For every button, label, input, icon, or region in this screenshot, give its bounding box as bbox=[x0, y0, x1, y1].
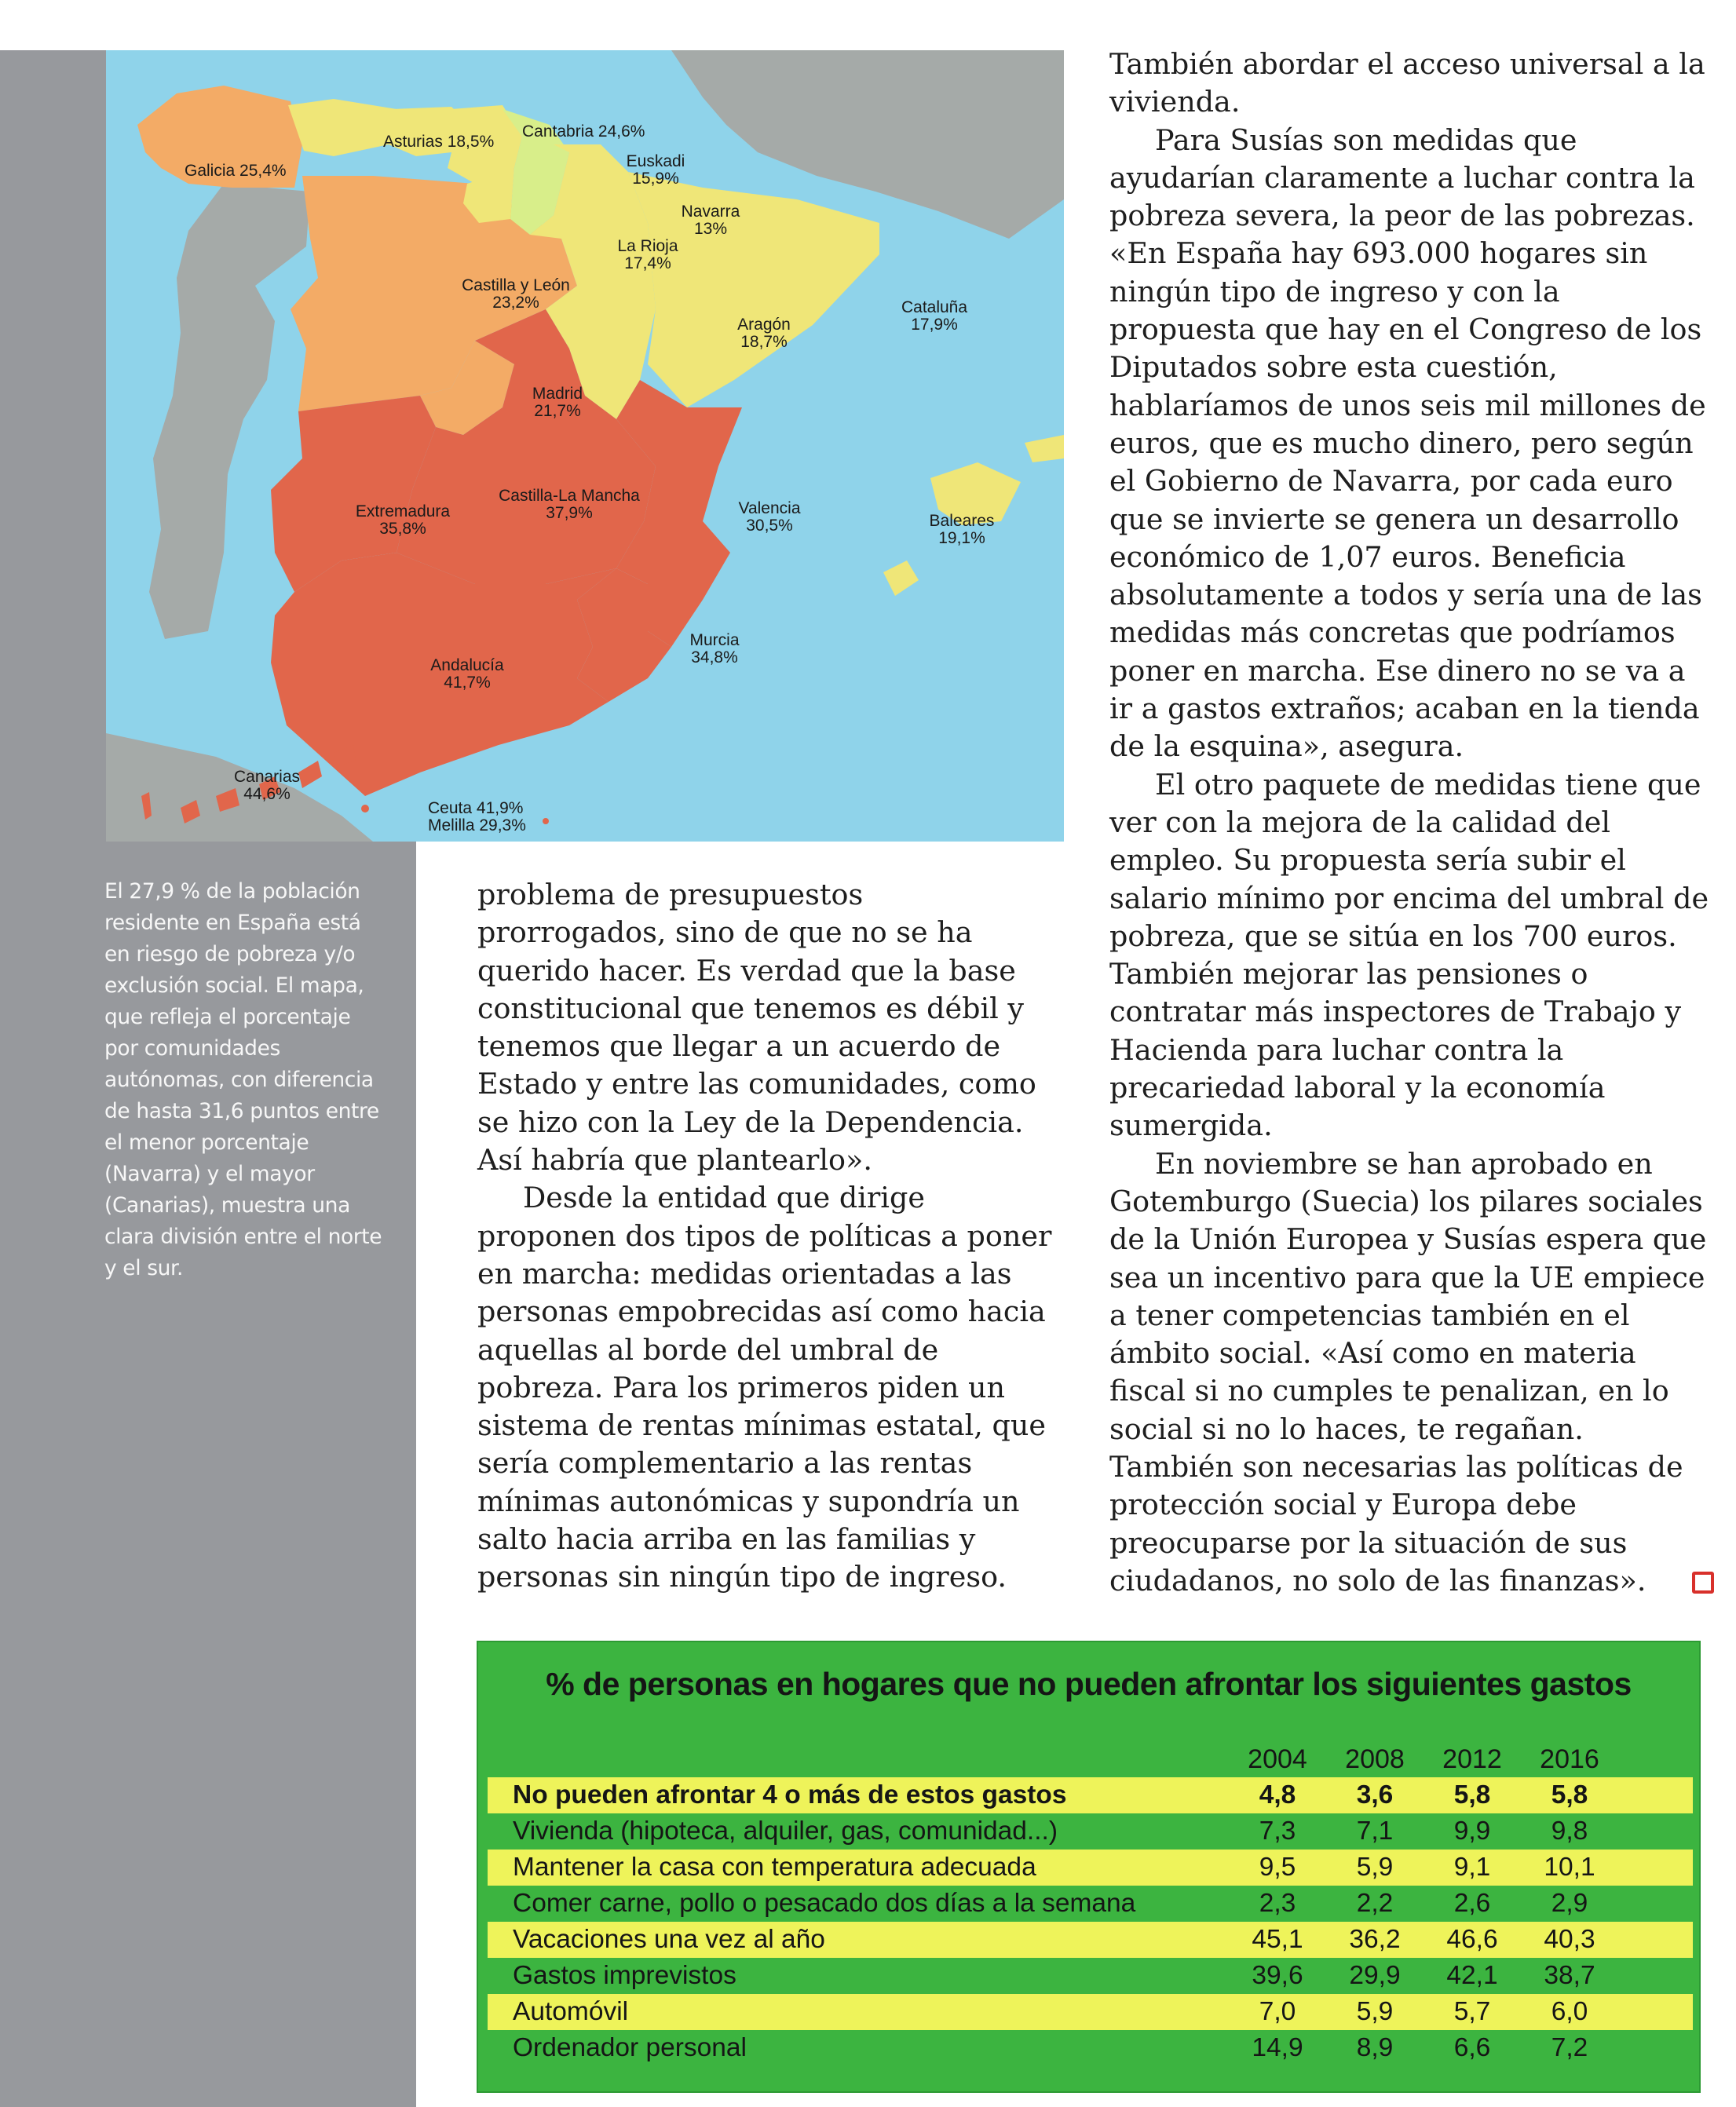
label-aragon-value: 18,7% bbox=[740, 333, 788, 351]
label-valencia bbox=[739, 499, 801, 535]
row-value: 9,1 bbox=[1453, 1853, 1491, 1882]
label-andalucia-value: 41,7% bbox=[444, 674, 491, 692]
label-canarias-name: Canarias bbox=[233, 768, 301, 786]
row-value: 38,7 bbox=[1544, 1961, 1595, 1990]
table-row bbox=[488, 1958, 1693, 1994]
row-value: 7,2 bbox=[1551, 2033, 1588, 2062]
paragraph-text: En noviembre se han aprobado en Gotemburgo (Suecia) los pilares sociales de la Unión Europea y Susías espera que sea un incentivo para que la UE empiece a tener competencias también en el ámbito social. «Así como en materia fiscal si no cumples te penalizan, en lo social si no lo haces, te regañan. También son necesarias las políticas de protección social y Europa debe preocuparse por la situación de sus ciudadanos, no solo de las finanzas». bbox=[1109, 1146, 1707, 1598]
row-value: 9,8 bbox=[1551, 1817, 1588, 1846]
label-asturias bbox=[383, 133, 494, 151]
label-asturias-name: Asturias bbox=[383, 133, 443, 151]
label-melilla bbox=[428, 816, 526, 834]
label-castilla-la-mancha-name: Castilla-La Mancha bbox=[499, 487, 640, 505]
row-value: 39,6 bbox=[1252, 1961, 1303, 1990]
row-value: 5,9 bbox=[1356, 1853, 1394, 1882]
label-cataluna bbox=[901, 298, 967, 334]
label-asturias-value: 18,5% bbox=[447, 133, 495, 151]
article-column-middle bbox=[477, 876, 1058, 1597]
year-header: 2016 bbox=[1540, 1744, 1599, 1774]
row-value: 5,8 bbox=[1453, 1780, 1491, 1809]
label-la-rioja-name: La Rioja bbox=[617, 237, 678, 255]
label-castilla-la-mancha-value: 37,9% bbox=[546, 504, 593, 522]
row-value: 8,9 bbox=[1356, 2033, 1394, 2062]
label-navarra-value: 13% bbox=[693, 220, 728, 238]
row-value: 4,8 bbox=[1259, 1780, 1296, 1809]
table-row bbox=[488, 1813, 1693, 1850]
row-value: 2,6 bbox=[1453, 1889, 1491, 1918]
label-canarias-value: 44,6% bbox=[243, 785, 291, 803]
table-title: % de personas en hogares que no pueden afrontar los siguientes gastos bbox=[546, 1666, 1632, 1702]
label-murcia bbox=[689, 631, 739, 666]
row-value: 2,2 bbox=[1356, 1889, 1394, 1918]
label-cantabria bbox=[522, 122, 645, 141]
label-navarra-name: Navarra bbox=[681, 203, 740, 221]
label-la-rioja bbox=[617, 237, 678, 272]
table-header-row bbox=[478, 1744, 1699, 1776]
label-valencia-name: Valencia bbox=[738, 499, 801, 517]
label-extremadura-value: 35,8% bbox=[379, 520, 426, 538]
row-value: 5,8 bbox=[1551, 1780, 1588, 1809]
row-value: 42,1 bbox=[1446, 1961, 1498, 1990]
table-row bbox=[488, 1994, 1693, 2030]
row-label: Automóvil bbox=[513, 1997, 629, 2026]
label-baleares-value: 19,1% bbox=[938, 529, 985, 547]
paragraph: Para Susías son medidas que ayudarían claramente a luchar contra la pobreza severa, la peor de las pobrezas. «En España hay 693.000 hogares sin ningún tipo de ingreso y con la propuesta que hay en el Congreso de los Diputados sobre esta cuestión, hablaríamos de unos seis mil millones de euros, que es mucho dinero, pero según el Gobierno de Navarra, por cada euro que se invierte se genera un desarrollo económico de 1,07 euros. Beneficia absolutamente a todos y sería una de las medidas más concretas que podríamos poner en marcha. Ese dinero no se va a ir a gastos extraños; acaban en la tienda de la esquina», asegura. bbox=[1109, 122, 1706, 764]
label-cataluna-name: Cataluña bbox=[901, 298, 968, 316]
label-euskadi-name: Euskadi bbox=[626, 152, 685, 170]
label-murcia-value: 34,8% bbox=[691, 648, 738, 666]
spain-poverty-map bbox=[106, 50, 1064, 842]
label-valencia-value: 30,5% bbox=[746, 517, 793, 535]
row-value: 40,3 bbox=[1544, 1925, 1595, 1954]
label-cataluna-value: 17,9% bbox=[911, 316, 958, 334]
paragraph-last bbox=[1109, 1145, 1714, 1601]
row-value: 9,5 bbox=[1259, 1853, 1296, 1882]
row-value: 2,3 bbox=[1259, 1889, 1296, 1918]
label-galicia-value: 25,4% bbox=[239, 162, 287, 180]
label-murcia-name: Murcia bbox=[689, 631, 740, 649]
row-value: 46,6 bbox=[1446, 1925, 1498, 1954]
label-andalucia-name: Andalucía bbox=[430, 656, 504, 674]
label-melilla-value: 29,3% bbox=[479, 816, 526, 834]
row-value: 14,9 bbox=[1252, 2033, 1303, 2062]
row-value: 5,7 bbox=[1453, 1997, 1491, 2026]
row-label: Mantener la casa con temperatura adecuada bbox=[513, 1853, 1036, 1882]
paragraph: El otro paquete de medidas tiene que ver con la mejora de la calidad del empleo. Su propuesta sería subir el salario mínimo por encima del umbral de pobreza, que se sitúa en los 700 euros. También mejorar las pensiones o contratar más inspectores de Trabajo y Hacienda para luchar contra la precariedad laboral y la economía sumergida. bbox=[1109, 767, 1709, 1143]
label-castilla-y-leon-value: 23,2% bbox=[492, 294, 539, 312]
label-baleares bbox=[930, 512, 995, 547]
row-value: 45,1 bbox=[1252, 1925, 1303, 1954]
label-melilla-name: Melilla bbox=[428, 816, 475, 834]
label-extremadura-name: Extremadura bbox=[355, 502, 451, 520]
row-value: 10,1 bbox=[1544, 1853, 1595, 1882]
row-value: 9,9 bbox=[1453, 1817, 1491, 1846]
table-row bbox=[488, 1886, 1693, 1922]
row-label: Vacaciones una vez al año bbox=[513, 1925, 825, 1954]
map-caption: El 27,9 % de la población residente en España está en riesgo de pobreza y/o exclusión social. El mapa, que refleja el porcentaje por comunidades autónomas, con diferencia de hasta 31,6 puntos entre el menor porcentaje (Navarra) y el mayor (Canarias), muestra una clara división entre el norte y el sur. bbox=[104, 879, 382, 1280]
label-aragon-name: Aragón bbox=[737, 316, 791, 334]
year-header: 2008 bbox=[1345, 1744, 1405, 1774]
expenses-table bbox=[477, 1641, 1701, 2093]
label-euskadi-value: 15,9% bbox=[632, 170, 679, 188]
label-madrid bbox=[532, 385, 583, 420]
article-column-right bbox=[1109, 46, 1714, 1600]
row-label: Vivienda (hipoteca, alquiler, gas, comunidad...) bbox=[513, 1817, 1058, 1846]
label-euskadi bbox=[627, 152, 685, 188]
label-cantabria-value: 24,6% bbox=[598, 122, 645, 141]
label-cantabria-name: Cantabria bbox=[522, 122, 594, 141]
label-madrid-value: 21,7% bbox=[534, 402, 581, 420]
table-row bbox=[488, 1777, 1693, 1813]
label-castilla-y-leon-name: Castilla y León bbox=[462, 276, 570, 294]
end-of-article-icon bbox=[1692, 1572, 1714, 1594]
region-ceuta bbox=[361, 805, 369, 812]
row-label: Ordenador personal bbox=[513, 2033, 747, 2062]
row-label: No pueden afrontar 4 o más de estos gastos bbox=[513, 1780, 1067, 1809]
row-label: Comer carne, pollo o pesacado dos días a la semana bbox=[513, 1889, 1136, 1918]
row-value: 7,3 bbox=[1259, 1817, 1296, 1846]
label-galicia-name: Galicia bbox=[185, 162, 236, 180]
year-header: 2012 bbox=[1442, 1744, 1502, 1774]
label-canarias bbox=[234, 768, 300, 803]
row-value: 36,2 bbox=[1349, 1925, 1401, 1954]
paragraph: Desde la entidad que dirige proponen dos tipos de políticas a poner en marcha: medidas orientadas a las personas empobrecidas así como hacia aquellas al borde del umbral de pobreza. Para los primeros piden un sistema de rentas mínimas estatal, que sería complementario a las rentas mínimas autonómicas y supondría un salto hacia arriba en las familias y personas sin ningún tipo de ingreso. bbox=[477, 1181, 1052, 1594]
label-ceuta-name: Ceuta bbox=[428, 799, 473, 817]
row-value: 3,6 bbox=[1356, 1780, 1394, 1809]
paragraph: problema de presupuestos prorrogados, sino de que no se ha querido hacer. Es verdad que la base constitucional que tenemos es débil y tenemos que llegar a un acuerdo de Estado y entre las comunidades, como se hizo con la Ley de la Dependencia. Así habría que plantearlo». bbox=[477, 878, 1036, 1178]
label-la-rioja-value: 17,4% bbox=[624, 254, 671, 272]
table-row bbox=[488, 2030, 1693, 2066]
label-madrid-name: Madrid bbox=[532, 385, 583, 403]
label-ceuta bbox=[428, 799, 523, 817]
year-header: 2004 bbox=[1248, 1744, 1307, 1774]
label-galicia bbox=[185, 162, 287, 180]
label-ceuta-value: 41,9% bbox=[476, 799, 524, 817]
row-value: 6,6 bbox=[1453, 2033, 1491, 2062]
row-label: Gastos imprevistos bbox=[513, 1961, 736, 1990]
row-value: 2,9 bbox=[1551, 1889, 1588, 1918]
row-value: 7,0 bbox=[1259, 1997, 1296, 2026]
label-aragon bbox=[737, 316, 791, 351]
table-row bbox=[488, 1922, 1693, 1958]
paragraph: También abordar el acceso universal a la vivienda. bbox=[1109, 47, 1705, 119]
region-melilla bbox=[543, 818, 549, 824]
table-row bbox=[488, 1850, 1693, 1886]
row-value: 7,1 bbox=[1356, 1817, 1394, 1846]
row-value: 29,9 bbox=[1349, 1961, 1401, 1990]
label-baleares-name: Baleares bbox=[929, 512, 995, 530]
row-value: 6,0 bbox=[1551, 1997, 1588, 2026]
row-value: 5,9 bbox=[1356, 1997, 1394, 2026]
